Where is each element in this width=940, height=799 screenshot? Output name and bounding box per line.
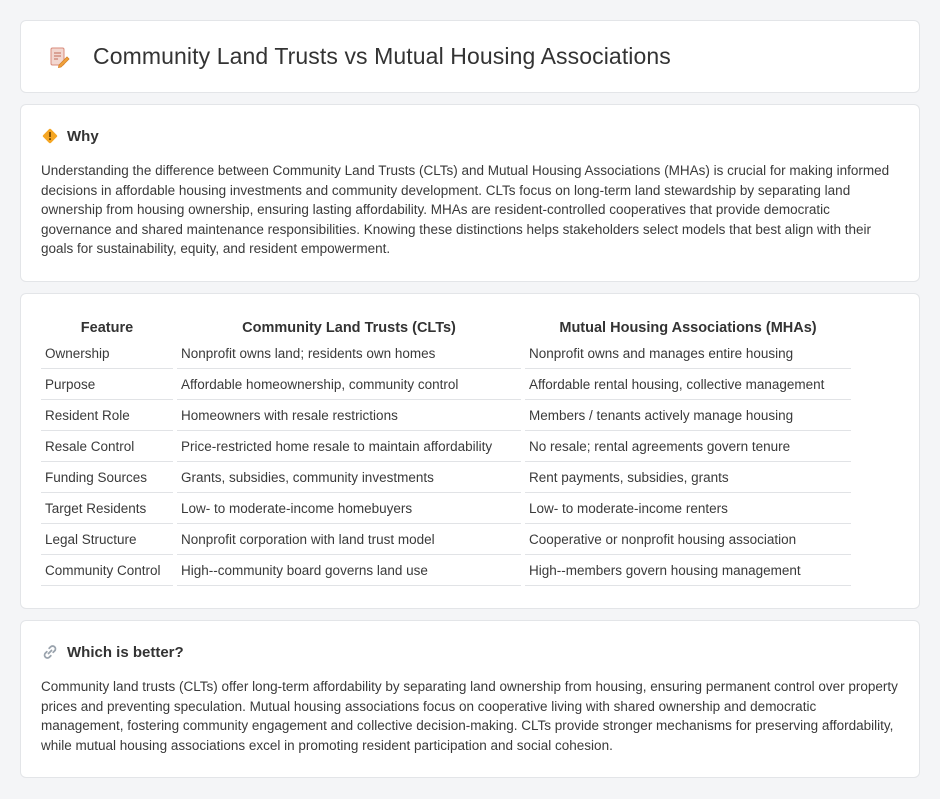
table-row [41, 431, 851, 462]
why-heading: Why [67, 127, 99, 145]
better-text: Community land trusts (CLTs) offer long-term affordability by separating land ownership from housing, ensuring permanent control over property prices and preventing speculation. Mutual housing associations focus on cooperative living with shared ownership and democratic management, fostering community engagement and collective decision-making. CLTs provide stronger mechanisms for preserving affordability, while mutual housing associations excel in promoting resident participation and social cohesion. [41, 679, 898, 753]
document-pencil-icon [47, 45, 71, 69]
table-cell: Nonprofit owns land; residents own homes [177, 338, 521, 369]
table-cell: Nonprofit corporation with land trust model [177, 524, 521, 555]
table-cell: Price-restricted home resale to maintain affordability [177, 431, 521, 462]
comparison-table [37, 316, 855, 586]
table-row [41, 555, 851, 586]
table-row [41, 400, 851, 431]
table-cell: Low- to moderate-income renters [525, 493, 851, 524]
better-heading-row [41, 643, 899, 661]
table-cell: Cooperative or nonprofit housing association [525, 524, 851, 555]
link-icon [41, 643, 59, 661]
table-cell: Target Residents [41, 493, 173, 524]
column-header-feature: Feature [80, 320, 134, 336]
page-title: Community Land Trusts vs Mutual Housing Associations [93, 43, 671, 69]
table-cell: Affordable homeownership, community control [177, 369, 521, 400]
table-cell: Nonprofit owns and manages entire housing [525, 338, 851, 369]
diamond-warning-icon [41, 127, 59, 145]
table-cell: Homeowners with resale restrictions [177, 400, 521, 431]
table-cell: Resident Role [41, 400, 173, 431]
table-cell: Funding Sources [41, 462, 173, 493]
table-row [41, 462, 851, 493]
table-header-row [41, 316, 851, 338]
better-heading: Which is better? [67, 643, 184, 661]
table-cell: Resale Control [41, 431, 173, 462]
table-cell: Purpose [41, 369, 173, 400]
table-cell: Legal Structure [41, 524, 173, 555]
table-cell: Ownership [41, 338, 173, 369]
column-header-clt: Community Land Trusts (CLTs) [242, 320, 456, 336]
table-row [41, 524, 851, 555]
table-cell: Grants, subsidies, community investments [177, 462, 521, 493]
why-heading-row [41, 127, 899, 145]
table-cell: Community Control [41, 555, 173, 586]
table-cell: Members / tenants actively manage housing [525, 400, 851, 431]
comparison-section [20, 293, 920, 609]
which-better-section [20, 620, 920, 778]
why-section [20, 104, 920, 282]
column-header-mha: Mutual Housing Associations (MHAs) [559, 320, 817, 336]
table-cell: Rent payments, subsidies, grants [525, 462, 851, 493]
title-card [20, 20, 920, 93]
table-cell: High--community board governs land use [177, 555, 521, 586]
table-cell: No resale; rental agreements govern tenure [525, 431, 851, 462]
why-text: Understanding the difference between Community Land Trusts (CLTs) and Mutual Housing Associations (MHAs) is crucial for making informed decisions in affordable housing investments and community development. CLTs focus on long-term land stewardship by separating land ownership from housing ownership, ensuring lasting affordability. MHAs are resident-controlled cooperatives that provide democratic governance and shared maintenance responsibilities. Knowing these distinctions helps stakeholders select models that best align with their goals for sustainability, equity, and resident empowerment. [41, 163, 890, 256]
table-row [41, 369, 851, 400]
table-cell: High--members govern housing management [525, 555, 851, 586]
table-cell: Low- to moderate-income homebuyers [177, 493, 521, 524]
table-row [41, 338, 851, 369]
table-cell: Affordable rental housing, collective management [525, 369, 851, 400]
table-row [41, 493, 851, 524]
